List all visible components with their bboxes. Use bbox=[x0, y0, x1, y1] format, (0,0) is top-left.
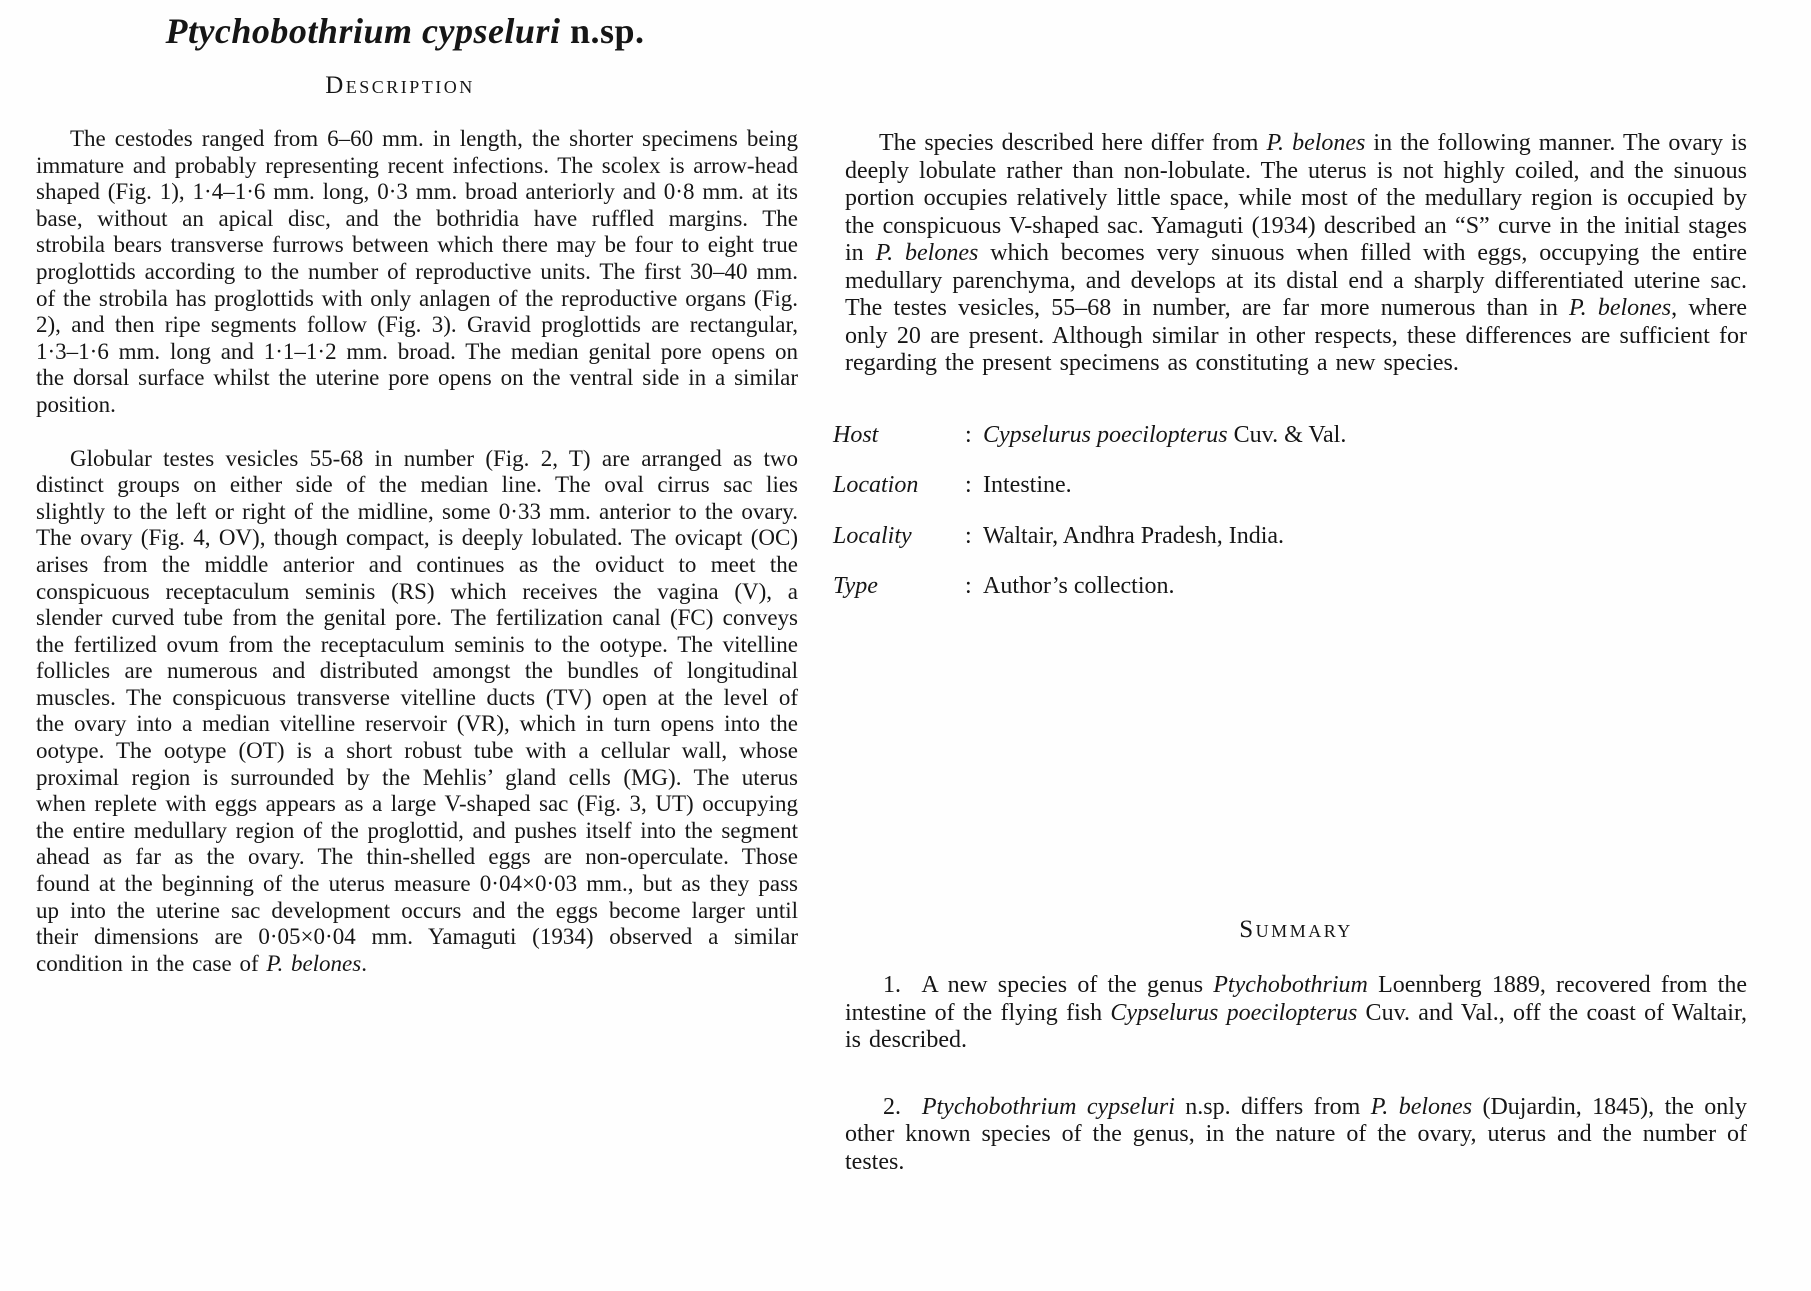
text-run: Ptychobothrium bbox=[1213, 972, 1368, 998]
detail-separator: : bbox=[965, 421, 972, 448]
text-run: which becomes very sinuous when filled with eggs, occupying the entire medullary parenchyma, and develops at its distal end a sharply differentiated uterine sac. The testes vesicles, 55–68 in number, are far more numerous than in bbox=[845, 240, 1747, 321]
text-run: P. belones bbox=[1569, 295, 1672, 321]
text-run: (Dujardin, 1845), the only other known species of the genus, in the nature of the ovary, uterus and the number of testes. bbox=[845, 1093, 1747, 1175]
detail-row-host bbox=[833, 422, 1747, 450]
text-run: n.sp. differs from bbox=[1174, 1093, 1371, 1120]
summary-item-2 bbox=[845, 1094, 1747, 1177]
text-run: The cestodes ranged from 6–60 mm. in length, the shorter specimens being immature and probably representing recent infections. The scolex is arrow-head shaped (Fig. 1), 1·4–1·6 mm. long, 0·3 mm. broad anteriorly and 0·8 mm. at its base, without an apical disc, and the bothridia have ruffled margins. The strobila bears transverse furrows between which there may be four to eight true proglottids according to the number of reproductive units. The first 30–40 mm. of the strobila has proglottids with only anlagen of the reproductive organs (Fig. 2), and then ripe segments follow (Fig. 3). Gravid proglottids are rectangular, 1·3–1·6 mm. long and 1·1–1·2 mm. broad. The median genital pore opens on the dorsal surface whilst the uterine pore opens on the ventral side in a similar position. bbox=[36, 126, 798, 417]
text-run: P. belones bbox=[1266, 130, 1366, 156]
text-run: Waltair, Andhra Pradesh, India. bbox=[983, 522, 1285, 549]
text-run: Intestine. bbox=[983, 472, 1072, 498]
detail-row-locality bbox=[833, 523, 1747, 551]
summary-item-1 bbox=[845, 972, 1747, 1055]
description-heading: Description bbox=[325, 72, 475, 99]
text-run: Cypselurus poecilopterus bbox=[1110, 999, 1358, 1026]
text-run: P. belones bbox=[266, 950, 362, 976]
text-run: 2. bbox=[883, 1093, 922, 1120]
text-run: , where only 20 are present. Although similar in other respects, these differences are sufficient for regarding the present specimens as constituting a new species. bbox=[845, 295, 1747, 376]
species-title bbox=[0, 10, 810, 52]
summary-section bbox=[845, 972, 1747, 1176]
text-run: in the following manner. The ovary is deeply lobulate rather than non-lobulate. The uterus is not highly coiled, and the sinuous portion occupies relatively little space, while most of the medullary region is occupied by the conspicuous V-shaped sac. Yamaguti (1934) described an “S” curve in the initial stages in bbox=[845, 130, 1747, 266]
text-run: P. belones bbox=[875, 240, 979, 266]
text-run: Loennberg 1889, recovered from the intestine of the flying fish bbox=[845, 972, 1748, 1026]
text-run: Cuv. and Val., off the coast of Waltair, is described. bbox=[845, 999, 1747, 1053]
detail-label: Locality bbox=[833, 522, 912, 549]
text-run: P. belones bbox=[1370, 1093, 1473, 1120]
text-run: Globular testes vesicles 55-68 in number (Fig. 2, T) are arranged as two distinct groups on either side of the median line. The oval cirrus sac lies slightly to the left or right of the midline, some 0·33 mm. anterior to the ovary. The ovary (Fig. 4, OV), though compact, is deeply lobulated. The ovicapt (OC) arises from the middle anterior and continues as the oviduct to meet the conspicuous receptaculum seminis (RS) which receives the vagina (V), a slender curved tube from the genital pore. The fertilization canal (FC) conveys the fertilized ovum from the receptaculum seminis to the ootype. The vitelline follicles are numerous and distributed amongst the bundles of longitudinal muscles. The conspicuous transverse vitelline ducts (TV) open at the level of the ovary into a median vitelline reservoir (VR), which in turn opens into the ootype. The ootype (OT) is a short robust tube with a cellular wall, whose proximal region is surrounded by the Mehlis’ gland cells (MG). The uterus when replete with eggs appears as a large V-shaped sac (Fig. 3, UT) occupying the entire medullary region of the proglottid, and pushes itself into the segment ahead as far as the ovary. The thin-shelled eggs are non-operculate. Those found at the beginning of the uterus measure 0·04×0·03 mm., but as they pass up into the uterine sac development occurs and the eggs become larger until their dimensions are 0·05×0·04 mm. Yamaguti (1934) observed a similar condition in the case of bbox=[36, 445, 798, 976]
detail-label: Type bbox=[833, 573, 878, 599]
description-paragraph-1 bbox=[36, 126, 798, 419]
text-run: Cypselurus poecilopterus bbox=[983, 421, 1228, 448]
detail-value bbox=[983, 573, 1747, 601]
text-run: The species described here differ from bbox=[879, 130, 1267, 156]
summary-heading: Summary bbox=[1239, 916, 1353, 943]
detail-row-type bbox=[833, 573, 1747, 601]
detail-label: Location bbox=[833, 472, 919, 498]
text-run: n.sp. bbox=[560, 11, 645, 51]
comparison-paragraph bbox=[845, 130, 1747, 378]
detail-separator: : bbox=[965, 472, 972, 498]
text-run: Ptychobothrium cypseluri bbox=[921, 1093, 1175, 1120]
left-column bbox=[36, 126, 798, 977]
detail-row-location bbox=[833, 472, 1747, 500]
detail-label: Host bbox=[833, 421, 879, 448]
detail-separator: : bbox=[965, 522, 972, 549]
detail-separator: : bbox=[965, 573, 972, 599]
detail-value bbox=[983, 422, 1747, 450]
description-paragraph-2 bbox=[36, 446, 798, 978]
text-run: . bbox=[361, 950, 367, 976]
detail-value bbox=[983, 472, 1747, 500]
detail-value bbox=[983, 523, 1747, 551]
right-column bbox=[833, 130, 1747, 624]
specimen-details bbox=[833, 422, 1747, 601]
text-run: Author’s collection. bbox=[983, 573, 1175, 599]
text-run: Ptychobothrium cypseluri bbox=[165, 11, 561, 51]
text-run: 1. A new species of the genus bbox=[883, 972, 1214, 998]
text-run: Cuv. & Val. bbox=[1227, 421, 1347, 448]
